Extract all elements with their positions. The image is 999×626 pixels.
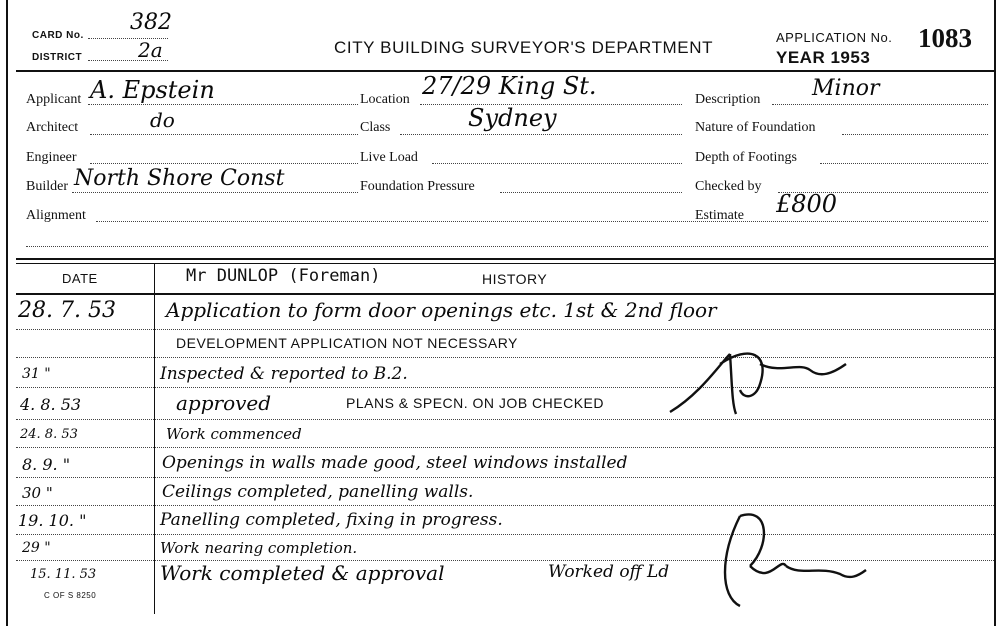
architect-label: Architect [26,120,79,135]
builder-value: North Shore Const [74,166,285,191]
location-value-line2: Sydney [468,104,557,132]
history-header: HISTORY [482,271,548,287]
architect-value: do [150,108,175,132]
row-entry: Inspected & reported to B.2. [160,364,408,384]
row-date: 24. 8. 53 [20,427,78,442]
worked-off-note: Worked off Ld [548,562,670,582]
card-right-border [994,0,996,626]
row-date: 4. 8. 53 [20,395,82,414]
estimate-value: £800 [776,190,838,218]
history-header-rule [16,293,994,295]
row-entry: Ceilings completed, panelling walls. [162,482,474,502]
date-header: DATE [62,271,98,286]
class-label: Class [360,120,391,135]
applicant-label: Applicant [26,92,82,107]
signature-lower [690,496,870,616]
section-rule-2 [16,263,994,264]
estimate-label: Estimate [695,208,744,223]
foundation-pressure-label: Foundation Pressure [360,179,475,194]
department-title: CITY BUILDING SURVEYOR'S DEPARTMENT [334,38,714,57]
district-value: 2a [138,38,163,62]
live-load-label: Live Load [360,150,418,165]
row-date: 29 " [22,540,51,556]
signature-upper [660,334,860,424]
foreman-note: Mr DUNLOP (Foreman) [186,266,381,286]
description-value: Minor [812,76,880,101]
location-value: 27/29 King St. [422,72,597,100]
card-left-border [6,0,8,626]
row-entry: Work nearing completion. [160,539,358,557]
engineer-label: Engineer [26,150,77,165]
row-date: 31 " [22,366,51,382]
application-number: 1083 [918,23,972,53]
form-code: C OF S 8250 [44,591,97,600]
section-rule-1 [16,258,994,260]
year-label: YEAR 1953 [776,48,871,67]
row-entry: Openings in walls made good, steel windows installed [162,453,628,473]
row-entry: Application to form door openings etc. 1st & 2nd floor [166,298,717,322]
application-label: APPLICATION No. [776,30,893,45]
row-stamp: DEVELOPMENT APPLICATION NOT NECESSARY [176,335,518,351]
row-date: 28. 7. 53 [18,298,116,323]
row-date: 19. 10. " [18,511,87,530]
row-date: 30 " [22,484,53,502]
depth-footings-label: Depth of Footings [695,150,797,165]
location-label: Location [360,92,410,107]
row-entry: Work completed & approval [160,561,445,585]
checked-by-label: Checked by [695,179,762,194]
plans-checked-stamp: PLANS & SPECN. ON JOB CHECKED [346,395,605,411]
row-entry: Work commenced [166,425,302,443]
district-label: DISTRICT [32,52,83,63]
builder-label: Builder [26,179,68,194]
description-label: Description [695,92,761,107]
card-no-value: 382 [130,10,172,35]
row-entry: Panelling completed, fixing in progress. [160,510,503,530]
row-date: 8. 9. " [22,455,71,474]
nature-foundation-label: Nature of Foundation [695,120,816,135]
applicant-value: A. Epstein [90,76,215,104]
card-no-label: CARD No. [32,30,84,41]
row-entry: approved [176,391,272,415]
date-column-divider [154,264,155,614]
alignment-label: Alignment [26,208,86,223]
row-date: 15. 11. 53 [30,567,97,582]
